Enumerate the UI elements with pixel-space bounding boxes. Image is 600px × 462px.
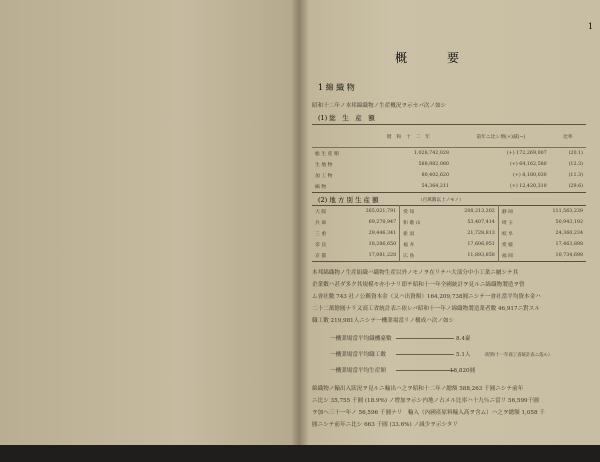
book-gutter bbox=[292, 0, 308, 462]
paragraph-line: 綿織物ノ輸出入狀況ヲ見ルニ輸出ハ之ヲ昭和十二年ノ總額 588,263 千圓ニシテ前年 bbox=[312, 386, 524, 392]
table1-header: 比率 bbox=[550, 125, 586, 148]
region-value: 17,606,951 bbox=[467, 242, 495, 247]
row-sign: (+) bbox=[513, 173, 521, 178]
stats-note: （昭和十一年商工省統計表ニ依ル） bbox=[482, 353, 553, 358]
row-pct: (29.6) bbox=[568, 184, 583, 189]
region-name: 和 歌 山 bbox=[400, 217, 439, 228]
region-value: 50,943,192 bbox=[555, 220, 583, 225]
row-value: 54,364,211 bbox=[421, 184, 449, 189]
region-name: 広 島 bbox=[400, 250, 439, 262]
region-name: 静 岡 bbox=[498, 206, 527, 218]
production-total-table bbox=[312, 124, 586, 193]
row-pct: (20.1) bbox=[568, 151, 583, 156]
region-name: 兵 庫 bbox=[315, 221, 327, 226]
paragraph-line: 職工數 219,981人ニシテ一機業場當リノ構成ハ次ノ如シ bbox=[312, 318, 455, 324]
region-name: 埼 玉 bbox=[498, 217, 527, 228]
row-label: 生 地 物 bbox=[315, 163, 333, 168]
region-name: 奈 良 bbox=[315, 243, 327, 248]
region-value: 29,446,341 bbox=[368, 231, 397, 236]
section-heading: 1 綿 織 物 bbox=[318, 83, 355, 92]
paragraph-line: ヲ加ヘ三十一年ノ 56,596 千圓ナリ 輸入（內國產原料輸入高ヲ含ム）ハ之ヲ總額 1,058 千 bbox=[312, 410, 545, 416]
table-row bbox=[312, 170, 586, 181]
table-row bbox=[312, 159, 586, 170]
paragraph-line: ム會社數 743 社ノ公稱資本金（又ハ出資額）164,209,738圓ニシテ一會社當平均資本金ハ bbox=[312, 294, 541, 300]
paragraph-line: 企業數ハ甚ダ多ク其規模モ亦小ナリ即チ昭和十一年全國統計ヲ見ルニ綿織物製造ヲ營 bbox=[312, 282, 525, 288]
region-name: 福 井 bbox=[400, 239, 439, 250]
stat-label: 一機業場當平均生産額 bbox=[330, 368, 386, 374]
region-name: 新 潟 bbox=[400, 228, 439, 239]
table1-header: 昭 和 十 二 年 bbox=[365, 125, 452, 148]
region-value: 111,563,239 bbox=[552, 209, 583, 214]
paragraph-line: 圓ニシテ前年ニ比シ 663 千圓 (33.6%) ノ減少ヲ示シタリ bbox=[312, 422, 458, 428]
region-name: 愛 知 bbox=[400, 206, 439, 218]
regional-production-table bbox=[312, 205, 586, 262]
paragraph-line: ニ比シ 35,755 千圓 (18.9%) ノ增加ヲ示シ内地ノ占メル比率ハ十九％ニ當リ 56,599千圓 bbox=[312, 398, 539, 404]
region-value: 208,213,202 bbox=[464, 209, 495, 214]
stat-value: 5.1人 bbox=[456, 352, 471, 358]
page-title: 概 要 bbox=[395, 51, 474, 65]
intro-text: 昭和十二年ノ本邦綿織物ノ生産概況ヲ示セバ次ノ如シ bbox=[312, 103, 447, 109]
table1-caption: (1) 総 生 産 額 bbox=[318, 114, 375, 122]
region-value: 18,286,650 bbox=[368, 242, 397, 247]
row-value: 1,028,742,028 bbox=[413, 151, 449, 156]
paragraph-line: 二十二萬餘圓ナリ又商工省統計表ニ依レバ昭和十一年ノ綿織物製造業者數 46,917ニ對スル bbox=[312, 306, 540, 312]
leader-line bbox=[396, 338, 454, 339]
row-value: 80,402,620 bbox=[421, 173, 449, 178]
paragraph-line: 本邦綿織物ノ生産組織ハ織物生産以外ノモノヲ在リテハ大部分中小工業ニ屬シテ其 bbox=[312, 270, 519, 276]
row-sign: (+) bbox=[506, 151, 515, 156]
row-label: 加 工 物 bbox=[315, 174, 333, 179]
region-name: 岐 阜 bbox=[498, 228, 527, 239]
region-value: 21,728,813 bbox=[467, 231, 495, 236]
row-diff: 12,420,310 bbox=[519, 184, 547, 189]
region-value: 17,081,228 bbox=[368, 253, 397, 258]
stat-label: 一機業場當平均織機臺數 bbox=[330, 336, 392, 342]
table1-header: 前年ニ比シ増(+)減(−) bbox=[452, 125, 550, 148]
table2-note: （百萬圓以上ノモノ） bbox=[418, 198, 464, 203]
row-pct: (12.3) bbox=[568, 162, 583, 167]
row-diff: 172,269,007 bbox=[516, 151, 547, 156]
stat-value: 18,820圓 bbox=[450, 368, 476, 374]
table2-caption: (2) 地 方 別 生 産 額 bbox=[318, 196, 379, 204]
region-value: 265,021,791 bbox=[365, 209, 397, 214]
region-value: 69,278,947 bbox=[368, 220, 397, 225]
table-row bbox=[312, 217, 586, 228]
region-name: 京 都 bbox=[315, 254, 327, 259]
region-value: 53,407,414 bbox=[467, 220, 495, 225]
region-name: 福 岡 bbox=[498, 250, 527, 262]
table1-header bbox=[312, 125, 365, 148]
leader-line bbox=[396, 354, 454, 355]
leader-line bbox=[396, 370, 454, 371]
table-row bbox=[312, 239, 586, 250]
row-label: 縞 物 bbox=[315, 185, 327, 190]
stat-label: 一機業場當平均職工數 bbox=[330, 352, 386, 358]
region-value: 17,463,898 bbox=[555, 242, 583, 247]
row-pct: (11.3) bbox=[568, 173, 583, 178]
page-number: 1 bbox=[588, 22, 594, 31]
row-value: 588,982,080 bbox=[418, 162, 449, 167]
table-row bbox=[312, 206, 586, 218]
table-row bbox=[312, 228, 586, 239]
region-value: 24,360,234 bbox=[555, 231, 583, 236]
row-diff: 64,162,580 bbox=[519, 162, 547, 167]
row-label: 総 生 産 額 bbox=[315, 152, 339, 157]
region-value: 11,893,858 bbox=[467, 253, 495, 258]
stat-value: 8.4臺 bbox=[456, 336, 471, 342]
table-row bbox=[312, 250, 586, 262]
region-value: 10,734,698 bbox=[555, 253, 583, 258]
region-name: 大 阪 bbox=[315, 210, 327, 215]
row-sign: (+) bbox=[509, 162, 518, 167]
table-row bbox=[312, 148, 586, 160]
row-sign: (+) bbox=[509, 184, 518, 189]
region-name: 三 重 bbox=[315, 232, 327, 237]
background-edge bbox=[0, 445, 600, 462]
table-row bbox=[312, 181, 586, 193]
region-name: 愛 媛 bbox=[498, 239, 527, 250]
row-diff: 8,180,030 bbox=[522, 173, 547, 178]
